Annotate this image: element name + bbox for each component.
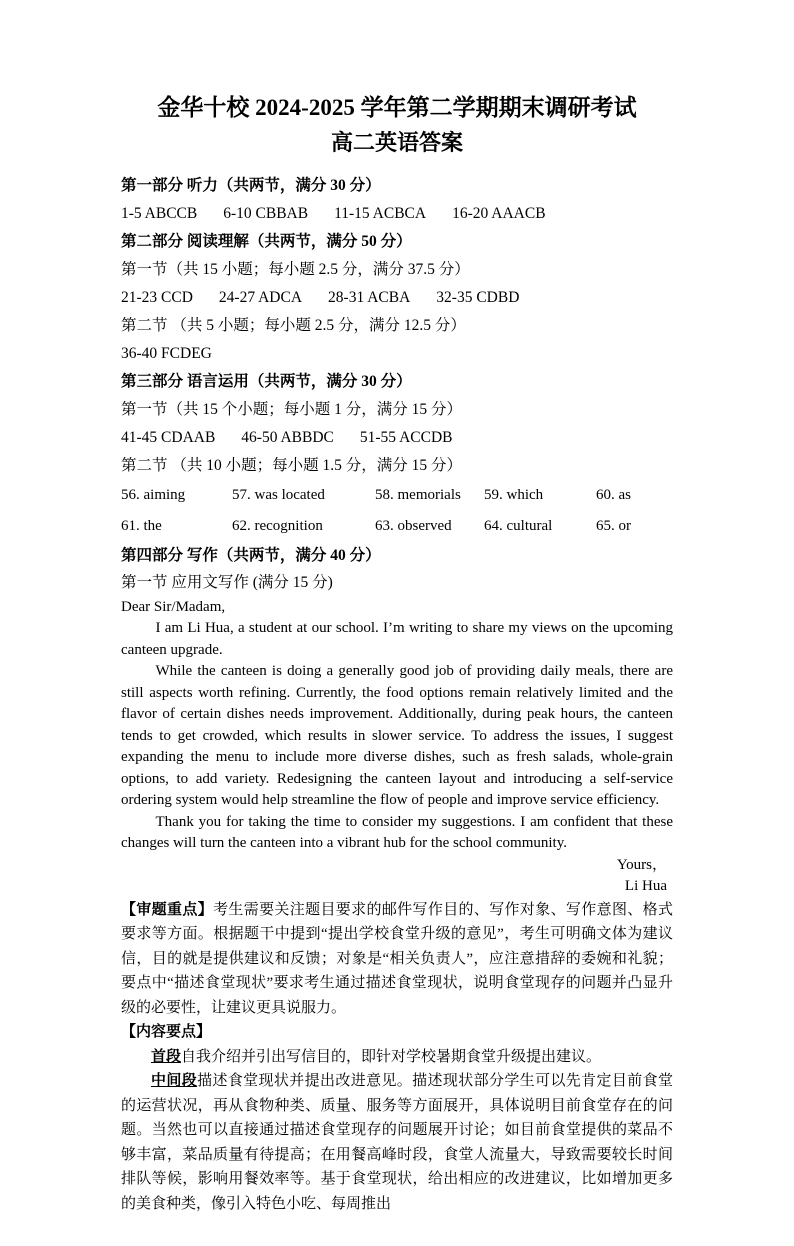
letter-salutation: Dear Sir/Madam,: [121, 598, 226, 615]
part2-answers1: [121, 284, 673, 312]
answer-group: 51-55 ACCDB: [359, 428, 453, 446]
part4-heading: 第四部分 写作（共两节，满分 40 分）: [121, 546, 381, 564]
part4-section1: 第一节 应用文写作 (满分 15 分): [121, 573, 333, 591]
analysis-first-paragraph: [121, 1045, 673, 1070]
part3-section1: 第一节（共 15 个小题；每小题 1 分，满分 15 分）: [121, 400, 463, 418]
fill-answer: 62. recognition: [232, 517, 323, 534]
exam-title: 金华十校 2024-2025 学年第二学期期末调研考试: [157, 95, 637, 120]
analysis-first-paragraph-text: 自我介绍并引出写信目的，即针对学校暑期食堂升级提出建议。: [181, 1048, 602, 1065]
fill-answer: 65. or: [596, 517, 631, 534]
letter-paragraph: While the canteen is doing a generally good job of providing daily meals, there are still aspects worth refining. Currently, the food options remain relatively limited and the flavor of certain dishes needs improvement. Additionally, during peak hours, the canteen tends to get crowded, which results in slower service. To address the issues, I suggest expanding the menu to include more diverse dishes, such as fresh salads, whole-grain options, to add variety. Redesigning the canteen layout and introducing a self-service ordering system would help streamline the flow of people and improve service efficiency.: [121, 663, 673, 809]
part3-answers1: [121, 424, 673, 452]
answer-group: 46-50 ABBDC: [241, 428, 334, 446]
exam-subtitle: 高二英语答案: [330, 130, 463, 156]
letter-paragraph: I am Li Hua, a student at our school. I’m writing to share my views on the upcoming canteen upgrade.: [121, 620, 673, 658]
answer-group: 21-23 CCD: [121, 288, 193, 306]
answer-group: 6-10 CBBAB: [223, 204, 309, 222]
part2-section1: 第一节（共 15 小题；每小题 2.5 分，满分 37.5 分）: [121, 260, 470, 278]
fill-answer: 56. aiming: [121, 486, 186, 503]
fill-answer: 63. observed: [375, 517, 452, 534]
fill-answer: 61. the: [121, 517, 162, 534]
analysis-middle-paragraph: [121, 1069, 673, 1216]
fill-answer: 59. which: [484, 486, 544, 503]
answer-group: 36-40 FCDEG: [121, 344, 212, 362]
answer-group: 41-45 CDAAB: [121, 428, 216, 446]
part3-heading: 第三部分 语言运用（共两节，满分 30 分）: [121, 372, 412, 390]
answer-group: 1-5 ABCCB: [121, 204, 198, 222]
part1-answers: [121, 200, 673, 228]
analysis-content-points-heading: [121, 1020, 673, 1045]
fill-answers-row-56-60: [121, 480, 673, 511]
analysis-key-points-text: 考生需要关注题目要求的邮件写作目的、写作对象、写作意图、格式要求等方面。根据题干中提到“提出学校食堂升级的意见”，考生可明确文体为建议信，目的就是提供建议和反馈；对象是“相关负责人”，应注意措辞的委婉和礼貌；要点中“描述食堂现状”要求考生通过描述食堂现状，说明食堂现存的问题并凸显升级的必要性，让建议更具说服力。: [121, 901, 673, 1016]
analysis-content-points-label: 【内容要点】: [121, 1024, 212, 1041]
analysis-middle-paragraph-text: 描述食堂现状并提出改进意见。描述现状部分学生可以先肯定目前食堂的运营状况，再从食物种类、质量、服务等方面展开，具体说明目前食堂存在的问题。当然也可以直接通过描述食堂现存的问题展开讨论；如目前食堂提供的菜品不够丰富，菜品质量有待提高；在用餐高峰时段，食堂人流量大，导致需要较长时间排队等候，影响用餐效率等。基于食堂现状，给出相应的改进建议，比如增加更多的美食种类，像引入特色小吃、每周推出: [121, 1073, 673, 1212]
letter-signature: Li Hua: [624, 878, 667, 895]
answer-group: 11-15 ACBCA: [334, 204, 427, 222]
analysis-first-paragraph-label: 首段: [151, 1048, 182, 1065]
fill-answer: 57. was located: [232, 486, 325, 503]
answer-group: 28-31 ACBA: [328, 288, 411, 306]
fill-answer: 60. as: [596, 486, 631, 503]
letter-paragraph: Thank you for taking the time to consider my suggestions. I am confident that these changes will turn the canteen into a vibrant hub for the school community.: [121, 813, 673, 852]
letter-closing: Yours，: [616, 856, 667, 873]
answer-group: 24-27 ADCA: [218, 288, 303, 306]
fill-answers-row-61-65: [121, 511, 673, 542]
fill-answer: 58. memorials: [375, 486, 461, 503]
part2-heading: 第二部分 阅读理解（共两节，满分 50 分）: [121, 232, 412, 250]
part2-section2: 第二节 （共 5 小题；每小题 2.5 分，满分 12.5 分）: [121, 316, 466, 334]
answer-group: 16-20 AAACB: [452, 204, 546, 222]
analysis-key-points-label: 【审题重点】: [121, 901, 214, 918]
analysis-middle-paragraph-label: 中间段: [151, 1073, 198, 1090]
part2-answers2: [121, 340, 673, 368]
sample-letter: [121, 597, 673, 898]
part1-heading: 第一部分 听力（共两节，满分 30 分）: [121, 176, 381, 194]
part3-section2: 第二节 （共 10 小题；每小题 1.5 分，满分 15 分）: [121, 456, 463, 474]
answer-group: 32-35 CDBD: [436, 288, 520, 306]
fill-answer: 64. cultural: [484, 517, 553, 534]
analysis-key-points: [121, 898, 673, 1021]
